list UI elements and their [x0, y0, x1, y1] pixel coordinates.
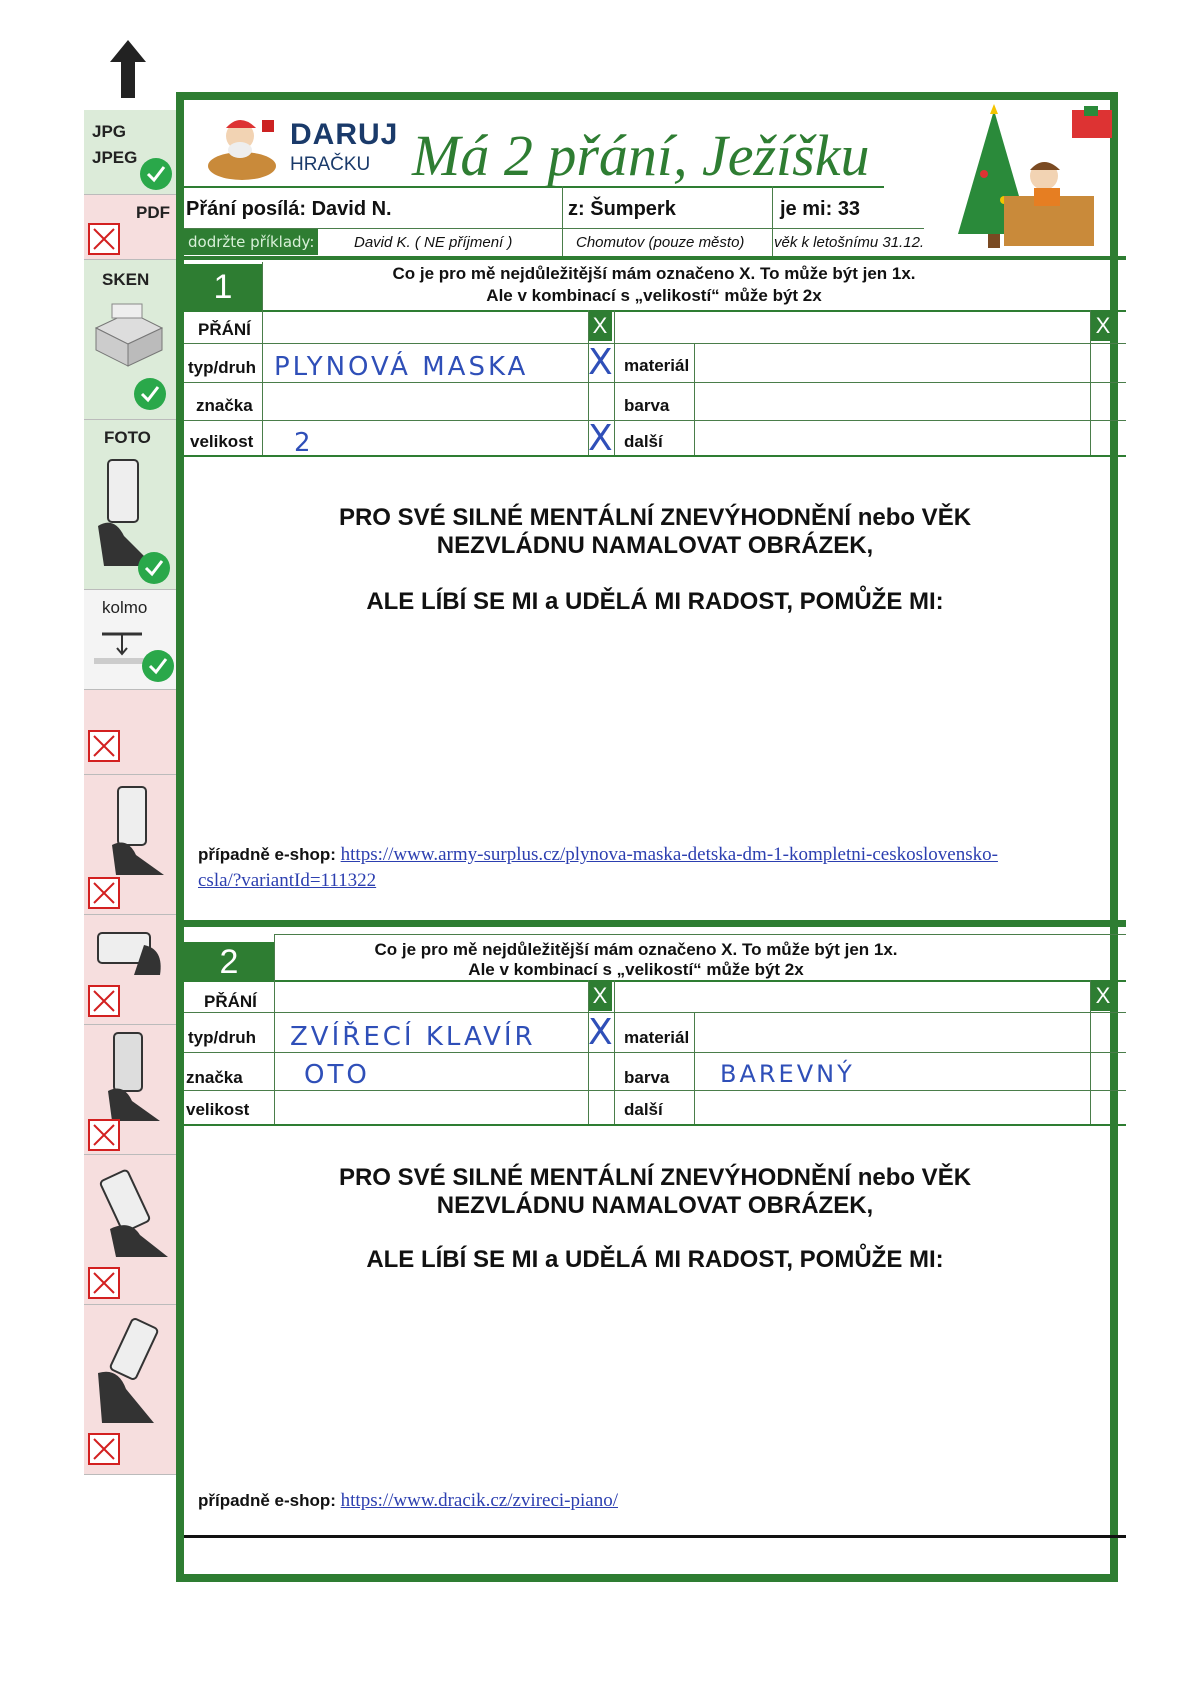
- message-line3: ALE LÍBÍ SE MI a UDĚLÁ MI RADOST, POMŮŽE MI:: [366, 588, 944, 615]
- typ-value: PLYNOVÁ MASKA: [274, 352, 529, 382]
- sidebar-foto-label: FOTO: [104, 428, 151, 447]
- prani-label: PŘÁNÍ: [198, 320, 251, 339]
- sender-city: [568, 198, 676, 221]
- typ-x-mark: X: [588, 342, 613, 383]
- typ-label: typ/druh: [188, 358, 256, 377]
- wish-note-1: Co je pro mě nejdůležitější mám označeno X. To může být jen 1x.: [392, 264, 916, 283]
- sidebar-jpg-label: JPG: [92, 122, 127, 141]
- examples-label: dodržte příklady:: [184, 229, 318, 255]
- barva-label: barva: [624, 396, 670, 415]
- wish-number: 2: [184, 942, 274, 982]
- x-marker: X: [588, 311, 612, 341]
- barva-value: BAREVNÝ: [720, 1060, 855, 1088]
- logo-line1: DARUJ: [290, 118, 399, 151]
- eshop-label: případně e-shop:: [198, 845, 336, 864]
- sender-city-label: z:: [568, 198, 585, 220]
- message-line1: PRO SVÉ SILNÉ MENTÁLNÍ ZNEVÝHODNĚNÍ nebo VĚK: [338, 1164, 972, 1191]
- velikost-label: velikost: [186, 1100, 250, 1119]
- znacka-value: OTO: [304, 1060, 370, 1090]
- sender-age-value: 33: [837, 198, 861, 220]
- check-icon: [134, 378, 166, 410]
- santa-logo-icon: [204, 114, 282, 184]
- phone-photo-icon: [92, 1315, 168, 1425]
- velikost-value: 2: [294, 428, 314, 458]
- x-marker: X: [1090, 311, 1116, 341]
- eshop: [198, 844, 1038, 866]
- material-label: materiál: [624, 356, 690, 375]
- material-label: materiál: [624, 1028, 690, 1047]
- eshop: [198, 1490, 618, 1512]
- sidebar-angled: [84, 690, 176, 775]
- znacka-label: značka: [186, 1068, 243, 1087]
- sender-age: [780, 198, 860, 221]
- sidebar-foto: [84, 420, 176, 590]
- cross-icon: [88, 730, 120, 762]
- x-marker: X: [588, 981, 612, 1011]
- sidebar-landscape-photo: [84, 915, 176, 1025]
- eshop-continued: [198, 870, 376, 892]
- wish-note-2: Ale v kombinací s „velikostí“ může být 2x: [486, 286, 822, 305]
- sidebar-pdf-label: PDF: [136, 203, 170, 222]
- cross-icon: [88, 985, 120, 1017]
- check-icon: [138, 552, 170, 584]
- message-line3: ALE LÍBÍ SE MI a UDĚLÁ MI RADOST, POMŮŽE MI:: [366, 1246, 944, 1273]
- sender-from-value: David N.: [311, 198, 392, 220]
- phone-photo-icon: [94, 925, 166, 981]
- message-line2: NEZVLÁDNU NAMALOVAT OBRÁZEK,: [436, 532, 874, 559]
- typ-label: typ/druh: [188, 1028, 256, 1047]
- check-icon: [140, 158, 172, 190]
- wish-note-1: Co je pro mě nejdůležitější mám označeno X. To může být jen 1x.: [374, 940, 898, 959]
- cross-icon: [88, 1267, 120, 1299]
- wish-number: 1: [184, 264, 262, 310]
- phone-photo-icon: [94, 456, 164, 566]
- eshop-label: případně e-shop:: [198, 1491, 336, 1510]
- format-sidebar: [84, 110, 176, 1585]
- x-marker: X: [1090, 981, 1116, 1011]
- sidebar-kolmo-label: kolmo: [102, 598, 148, 617]
- cross-icon: [88, 1119, 120, 1151]
- sender-from: [186, 198, 392, 221]
- page-title: Má 2 přání, Ježíšku: [412, 123, 870, 188]
- logo-text: [290, 118, 398, 176]
- check-icon: [142, 650, 174, 682]
- sidebar-jpg: [84, 110, 176, 195]
- typ-value: ZVÍŘECÍ KLAVÍR: [290, 1022, 536, 1052]
- sender-age-label: je mi:: [780, 198, 833, 220]
- cross-icon: [88, 1433, 120, 1465]
- znacka-label: značka: [196, 396, 253, 415]
- eshop-link[interactable]: https://www.army-surplus.cz/plynova-maska-detska-dm-1-kompletni-ceskoslovensko-: [340, 844, 998, 865]
- example-name: David K. ( NE příjmení ): [354, 234, 513, 251]
- prani-label: PŘÁNÍ: [204, 992, 257, 1011]
- sidebar-tilted-photo: [84, 775, 176, 915]
- dalsi-label: další: [624, 432, 663, 451]
- sender-city-value: Šumperk: [590, 198, 676, 220]
- sidebar-jpeg-label: JPEG: [92, 148, 138, 167]
- sidebar-skewed-photo: [84, 1305, 176, 1475]
- eshop-link-continued[interactable]: csla/?variantId=111322: [198, 870, 377, 891]
- sidebar-rotated-photo: [84, 1155, 176, 1305]
- velikost-x-mark: X: [588, 418, 613, 459]
- example-city: Chomutov (pouze město): [576, 234, 745, 251]
- sender-from-label: Přání posílá:: [186, 198, 307, 220]
- sidebar-dark-photo: [84, 1025, 176, 1155]
- cross-icon: [88, 223, 120, 255]
- wish-form: [176, 92, 1118, 1582]
- sidebar-kolmo: [84, 590, 176, 690]
- up-arrow-icon: [108, 40, 148, 100]
- barva-label: barva: [624, 1068, 670, 1087]
- phone-photo-icon: [102, 1031, 162, 1121]
- cross-icon: [88, 877, 120, 909]
- example-age: věk k letošnímu 31.12.: [774, 234, 925, 251]
- eshop-link[interactable]: https://www.dracik.cz/zvireci-piano/: [340, 1490, 618, 1511]
- sidebar-sken-label: SKEN: [102, 270, 150, 289]
- velikost-label: velikost: [190, 432, 254, 451]
- christmas-tree-icon: [944, 104, 1120, 254]
- typ-x-mark: X: [588, 1012, 613, 1053]
- scanner-icon: [90, 300, 166, 370]
- dalsi-label: další: [624, 1100, 663, 1119]
- wish-note-2: Ale v kombinací s „velikostí“ může být 2x: [468, 960, 804, 979]
- logo-line2: HRAČKU: [290, 154, 371, 175]
- message-line2: NEZVLÁDNU NAMALOVAT OBRÁZEK,: [436, 1192, 874, 1219]
- sidebar-sken: [84, 260, 176, 420]
- sidebar-pdf: [84, 195, 176, 260]
- phone-photo-icon: [108, 785, 168, 875]
- phone-photo-icon: [90, 1169, 170, 1259]
- message-line1: PRO SVÉ SILNÉ MENTÁLNÍ ZNEVÝHODNĚNÍ nebo VĚK: [338, 504, 972, 531]
